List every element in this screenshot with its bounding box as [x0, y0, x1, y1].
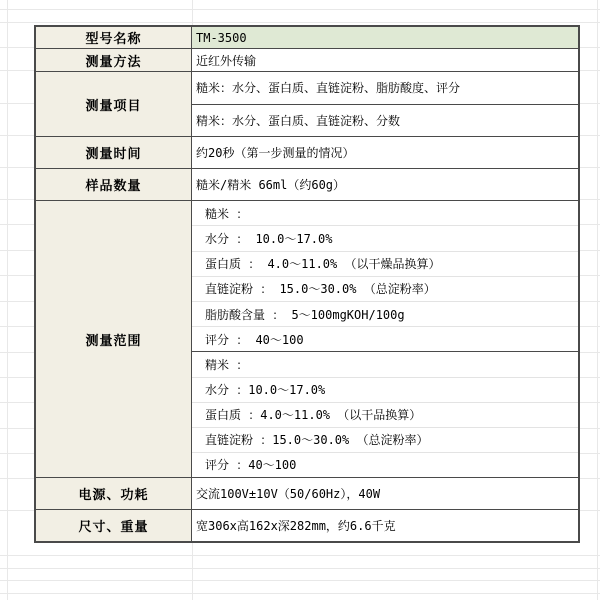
gridline — [0, 555, 600, 556]
gridline — [0, 9, 600, 10]
range-line: 精米 ： — [192, 352, 578, 377]
row-label: 型号名称 — [36, 27, 192, 48]
row-label: 测量方法 — [36, 49, 192, 71]
range-line: 评分 ：40～100 — [205, 458, 297, 473]
gridline — [0, 568, 600, 569]
row-value-group — [192, 201, 578, 477]
gridline — [597, 0, 598, 600]
row-label: 测量时间 — [36, 137, 192, 168]
row-power — [36, 478, 578, 510]
row-measurement-time — [36, 137, 578, 169]
brown-rice-range-block — [192, 201, 578, 352]
range-line: 蛋白质 ： 4.0～11.0% （以干燥品换算） — [192, 252, 578, 277]
row-value: 糙米/精米 66ml（约60g） — [192, 169, 578, 200]
row-sample-quantity — [36, 169, 578, 201]
model-value-cell: TM-3500 — [192, 27, 578, 48]
row-label: 电源、功耗 — [36, 478, 192, 509]
row-label: 测量项目 — [36, 72, 192, 136]
range-line: 水分 ： 10.0～17.0% — [192, 226, 578, 251]
row-value: 宽306x高162x深282mm，约6.6千克 — [192, 510, 578, 541]
range-line: 脂肪酸含量 ： 5～100mgKOH/100g — [192, 302, 578, 327]
gridline — [0, 580, 600, 581]
range-line: 评分 ： 40～100 — [205, 332, 304, 347]
row-measurement-range — [36, 201, 578, 478]
gridline — [7, 0, 8, 600]
spec-table — [34, 25, 580, 543]
gridline — [0, 593, 600, 594]
row-model-name — [36, 27, 578, 49]
row-dimensions — [36, 510, 578, 541]
row-value: 交流100V±10V（50/60Hz），40W — [192, 478, 578, 509]
range-line: 糙米 ： — [192, 201, 578, 226]
row-label: 样品数量 — [36, 169, 192, 200]
row-value: 约20秒（第一步测量的情况） — [192, 137, 578, 168]
range-line: 水分 ：10.0～17.0% — [192, 378, 578, 403]
range-line: 直链淀粉 ：15.0～30.0% （总淀粉率） — [192, 428, 578, 453]
row-label: 测量范围 — [36, 201, 192, 477]
brown-rice-items: 糙米：水分、蛋白质、直链淀粉、脂肪酸度、评分 — [192, 72, 578, 105]
gridline — [0, 22, 600, 23]
row-label: 尺寸、重量 — [36, 510, 192, 541]
row-value: 近红外传输 — [192, 49, 578, 71]
row-measurement-items — [36, 72, 578, 137]
range-line: 直链淀粉 ： 15.0～30.0% （总淀粉率） — [192, 277, 578, 302]
white-rice-items: 精米：水分、蛋白质、直链淀粉、分数 — [196, 113, 401, 128]
row-value-group — [192, 72, 578, 136]
white-rice-range-block — [192, 352, 578, 477]
row-measurement-method — [36, 49, 578, 72]
range-line: 蛋白质 ：4.0～11.0% （以干品换算） — [192, 403, 578, 428]
